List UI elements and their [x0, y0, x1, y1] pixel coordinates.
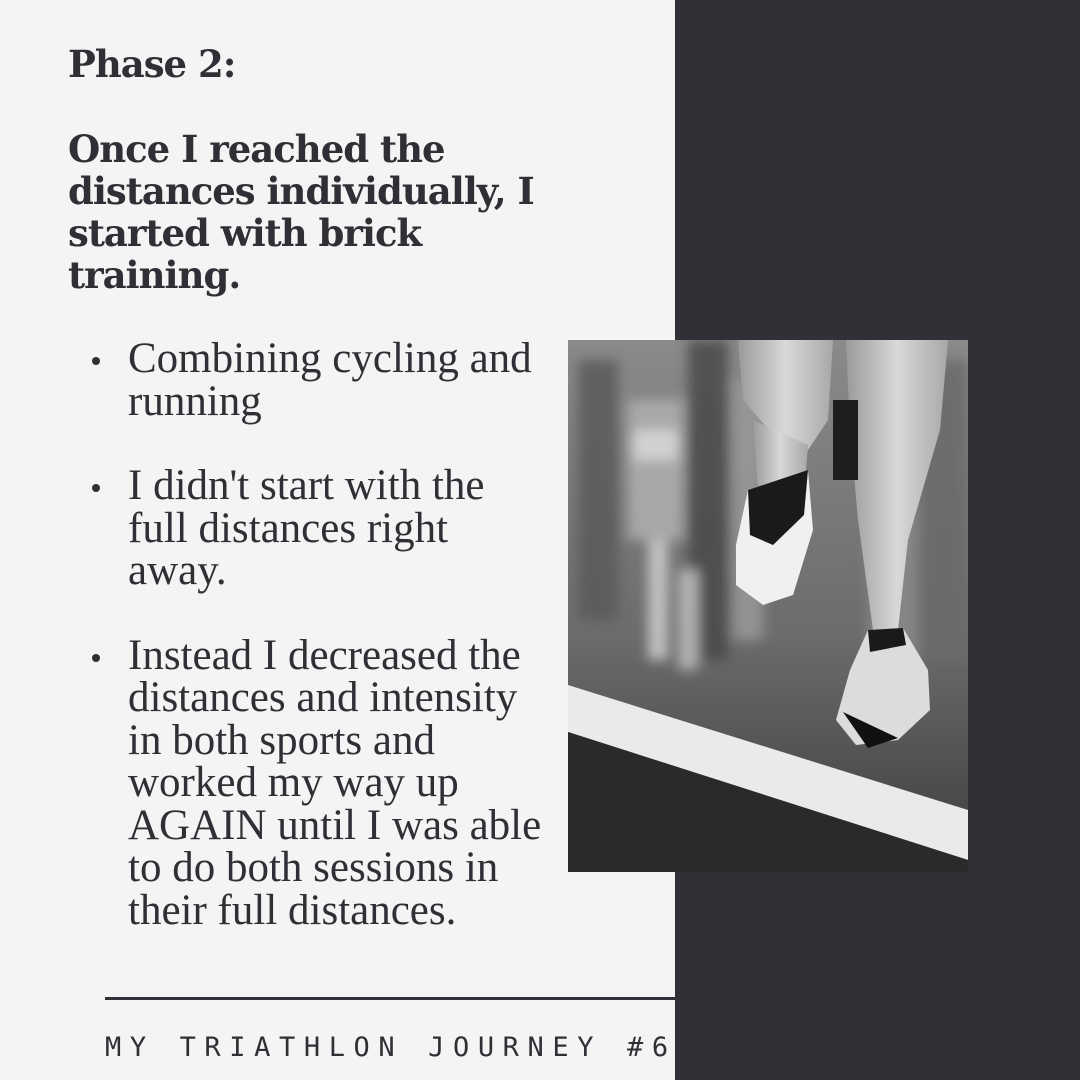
footer-divider	[105, 997, 675, 1000]
phase-label: Phase 2:	[68, 42, 236, 86]
bullet-text: Combining cycling and running	[128, 335, 532, 425]
runners-photo	[568, 340, 968, 872]
bullet-text: I didn't start with the full distances right away.	[128, 462, 485, 594]
series-footer: MY TRIATHLON JOURNEY #6	[105, 1032, 677, 1063]
list-item	[92, 462, 542, 594]
list-item	[92, 335, 542, 425]
headline: Once I reached the distances individually, I started with brick training.	[68, 127, 534, 297]
bullet-dot-icon	[92, 484, 100, 492]
list-item	[92, 631, 542, 934]
bullet-text: Instead I decreased the distances and intensity in both sports and worked my way up AGAIN until I was able to do both sessions in their full distances.	[128, 631, 542, 934]
bullet-list	[92, 335, 542, 974]
bullet-dot-icon	[92, 357, 100, 365]
runners-illustration	[568, 340, 968, 872]
bullet-dot-icon	[92, 654, 100, 662]
